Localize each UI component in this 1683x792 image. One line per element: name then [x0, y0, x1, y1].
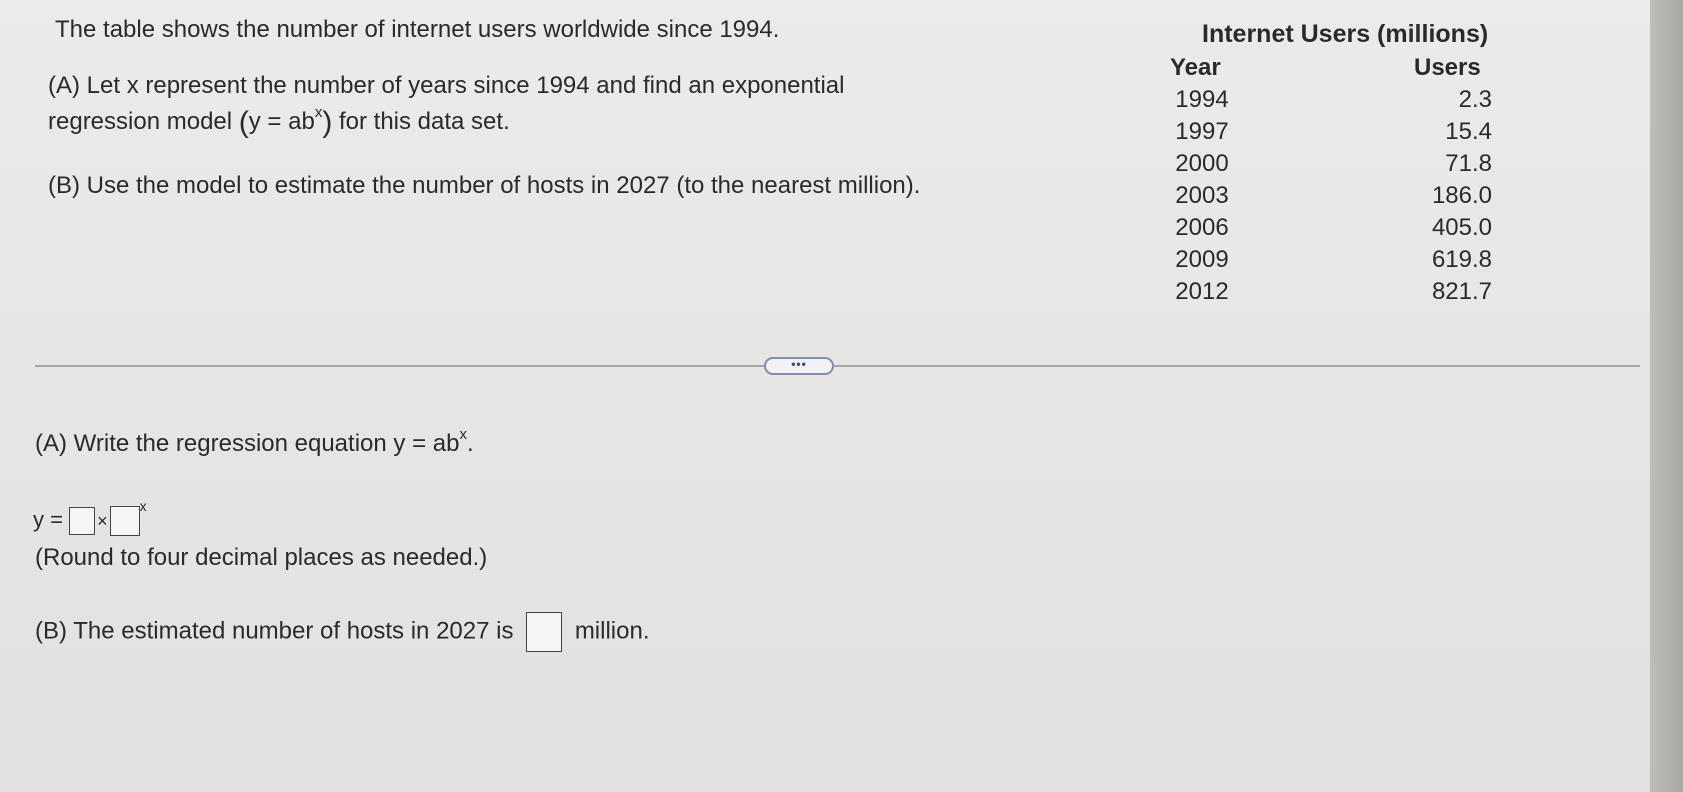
problem-part-a-line2 — [48, 104, 510, 139]
part-a-text-post: for this data set. — [338, 108, 510, 135]
answer-b-text-pre: (B) The estimated number of hosts in 2027 is — [35, 617, 514, 645]
table-cell-year: 1994 — [1175, 86, 1229, 113]
table-cell-users: 186.0 — [1431, 182, 1492, 209]
answer-a-prompt-period: . — [466, 430, 474, 457]
answer-b-row — [35, 612, 650, 652]
column-header-users: Users — [1414, 54, 1481, 81]
table-cell-users: 71.8 — [1445, 150, 1492, 177]
section-divider — [35, 365, 1640, 367]
table-cell-year: 2006 — [1175, 214, 1229, 241]
table-cell-year: 2003 — [1175, 182, 1229, 209]
table-cell-year: 2009 — [1175, 246, 1229, 273]
answer-a-prompt-exponent: x — [459, 426, 467, 443]
model-formula: y = ab — [248, 108, 315, 135]
regression-equation-row — [33, 498, 147, 536]
problem-intro: The table shows the number of internet users worldwide since 1994. — [55, 16, 780, 43]
table-cell-users: 619.8 — [1431, 246, 1492, 273]
table-cell-users: 405.0 — [1431, 214, 1492, 241]
table-cell-users: 2.3 — [1458, 86, 1492, 113]
close-paren: ) — [322, 106, 333, 139]
answer-b-text-post: million. — [574, 617, 650, 645]
rounding-note: (Round to four decimal places as needed.) — [35, 544, 488, 571]
problem-part-b: (B) Use the model to estimate the number of hosts in 2027 (to the nearest million). — [48, 172, 921, 199]
table-cell-year: 1997 — [1175, 118, 1229, 145]
monitor-bezel — [1650, 0, 1683, 792]
table-cell-year: 2000 — [1175, 150, 1229, 177]
times-sign: × — [97, 511, 108, 531]
coefficient-a-input[interactable] — [69, 507, 95, 535]
equation-y-label: y = — [33, 507, 63, 532]
expand-more-button[interactable]: ••• — [764, 357, 834, 375]
table-cell-users: 821.7 — [1431, 278, 1492, 305]
equation-exponent: x — [139, 498, 147, 514]
open-paren: ( — [238, 106, 249, 139]
answer-a-prompt-text: (A) Write the regression equation y = ab — [35, 430, 460, 457]
table-cell-year: 2012 — [1175, 278, 1229, 305]
table-cell-users: 15.4 — [1445, 118, 1492, 145]
table-title: Internet Users (millions) — [1202, 20, 1489, 48]
column-header-year: Year — [1170, 54, 1221, 81]
estimated-hosts-input[interactable] — [526, 612, 562, 652]
part-a-text-pre: regression model — [48, 108, 233, 135]
base-b-input[interactable] — [110, 506, 140, 536]
answer-a-prompt — [35, 426, 474, 457]
problem-part-a-line1: (A) Let x represent the number of years since 1994 and find an exponential — [48, 72, 845, 99]
model-exponent: x — [314, 104, 323, 121]
